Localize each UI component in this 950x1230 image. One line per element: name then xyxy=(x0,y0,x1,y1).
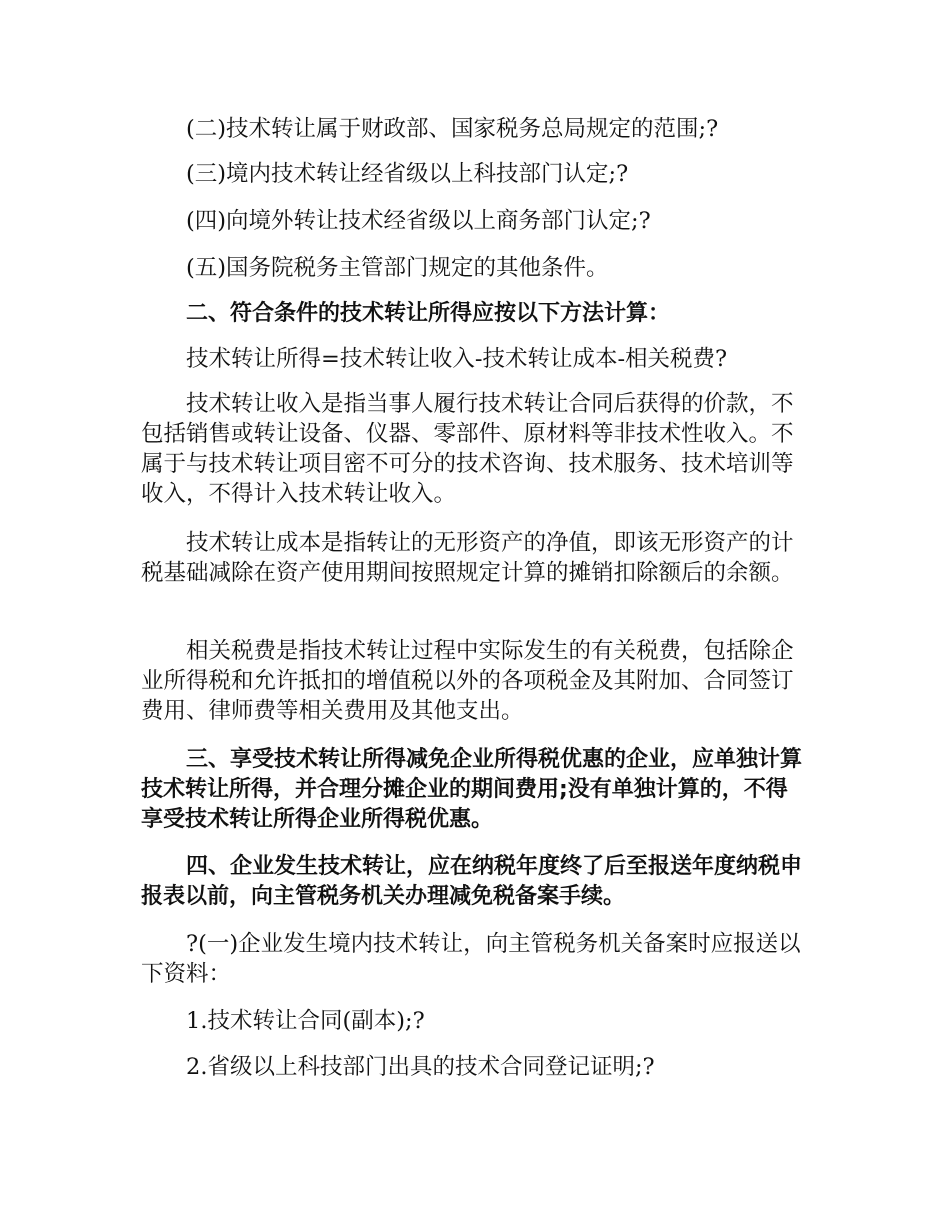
paragraph-domestic-transfer: ?(一)企业发生境内技术转让，向主管税务机关备案时应报送以下资料： xyxy=(141,931,801,987)
list-item-registration: 2.省级以上科技部门出具的技术合同登记证明;? xyxy=(186,1054,655,1080)
heading-section-4: 四、企业发生技术转让，应在纳税年度终了后至报送年度纳税申报表以前，向主管税务机关办理减免税备案手续。 xyxy=(141,854,803,909)
list-item-contract: 1.技术转让合同(副本);? xyxy=(186,1008,425,1034)
heading-section-3: 三、享受技术转让所得减免企业所得税优惠的企业，应单独计算技术转让所得，并合理分摊企业的期间费用;没有单独计算的，不得享受技术转让所得企业所得税优惠。 xyxy=(141,747,803,832)
paragraph-related-taxes: 相关税费是指技术转让过程中实际发生的有关税费，包括除企业所得税和允许抵扣的增值税以外的各项税金及其附加、合同签订费用、律师费等相关费用及其他支出。 xyxy=(141,638,794,724)
paragraph-condition-5: (五)国务院税务主管部门规定的其他条件。 xyxy=(186,255,609,281)
paragraph-transfer-cost: 技术转让成本是指转让的无形资产的净值，即该无形资产的计税基础减除在资产使用期间按照规定计算的摊销扣除额后的余额。 xyxy=(141,530,794,586)
paragraph-condition-2: (二)技术转让属于财政部、国家税务总局规定的范围;? xyxy=(186,116,719,142)
paragraph-condition-4: (四)向境外转让技术经省级以上商务部门认定;? xyxy=(186,208,651,234)
paragraph-condition-3: (三)境内技术转让经省级以上科技部门认定;? xyxy=(186,161,629,187)
heading-section-2: 二、符合条件的技术转让所得应按以下方法计算： xyxy=(186,301,671,326)
paragraph-transfer-income: 技术转让收入是指当事人履行技术转让合同后获得的价款，不包括销售或转让设备、仪器、零部件、原材料等非技术性收入。不属于与技术转让项目密不可分的技术咨询、技术服务、技术培训等收入，不得计入技术转让收入。 xyxy=(141,391,794,507)
paragraph-formula: 技术转让所得=技术转让收入-技术转让成本-相关税费? xyxy=(186,346,728,372)
